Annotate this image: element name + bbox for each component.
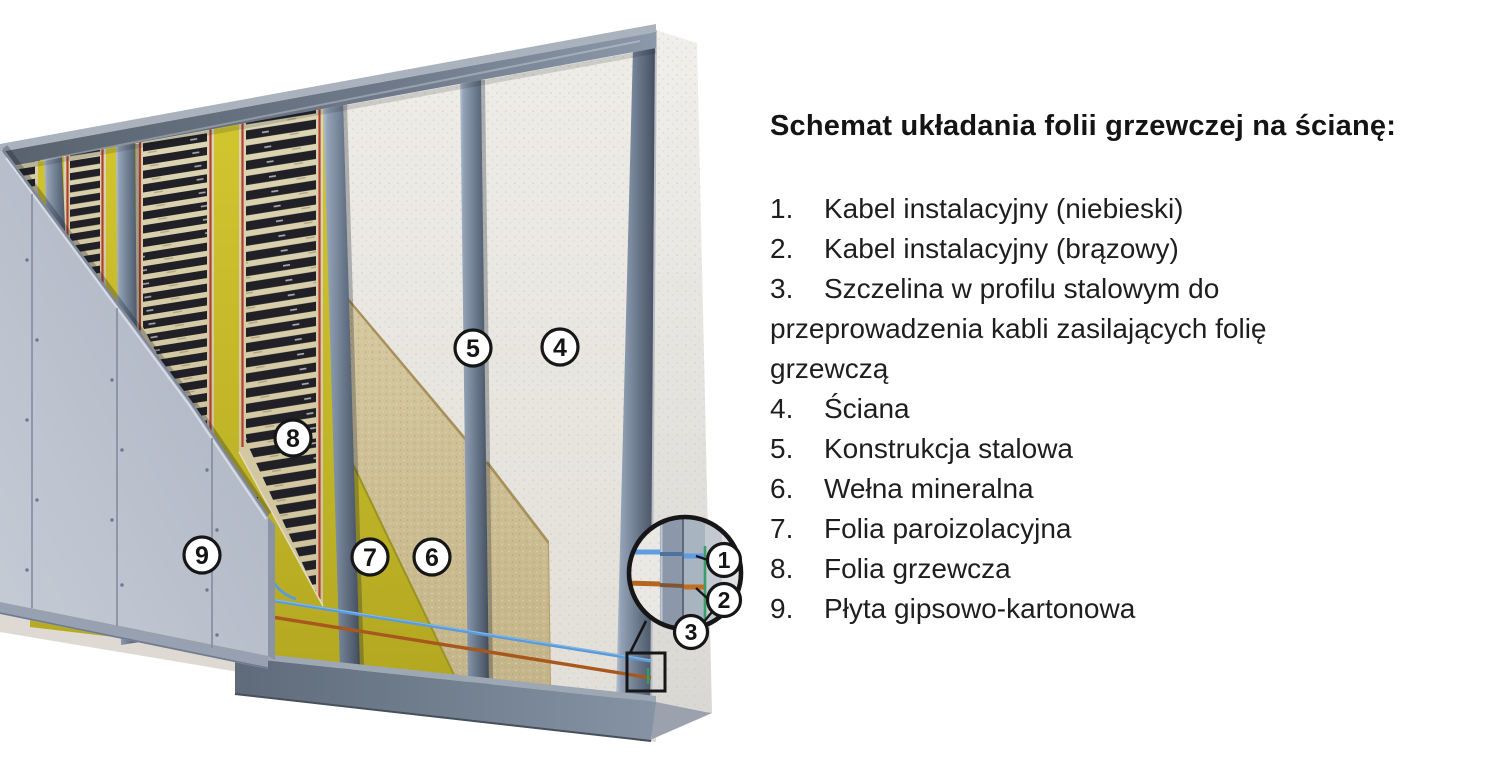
legend-item-label: Kabel instalacyjny (brązowy)	[824, 233, 1179, 264]
legend-item-number: 3.	[770, 273, 794, 304]
screw-dot	[25, 258, 28, 261]
legend-item-number: 5.	[770, 433, 794, 464]
legend-item-2	[770, 229, 1370, 269]
screw-dot	[35, 498, 38, 501]
screw-dot	[25, 418, 28, 421]
legend-item-4	[770, 389, 1370, 429]
callout-1-number: 1	[717, 547, 731, 573]
legend-item-1	[770, 189, 1370, 229]
screw-dot	[215, 633, 218, 636]
legend-item-3	[770, 269, 1370, 389]
callout-5-number: 5	[466, 335, 480, 363]
screw-dot	[215, 528, 218, 531]
legend-item-label: Płyta gipsowo-kartonowa	[824, 593, 1136, 624]
legend-item-5	[770, 429, 1370, 469]
legend-item-label: Wełna mineralna	[824, 473, 1034, 504]
drywall-right-edge	[268, 517, 275, 660]
screw-dot	[120, 448, 123, 451]
legend-item-number: 1.	[770, 193, 794, 224]
legend-item-label: Kabel instalacyjny (niebieski)	[824, 193, 1184, 224]
diagram-title: Schemat układania folii grzewczej na ścianę:	[770, 110, 1397, 142]
legend-item-7	[770, 509, 1370, 549]
callout-3-number: 3	[684, 619, 698, 645]
legend-item-label: Konstrukcja stalowa	[824, 433, 1074, 464]
legend-item-9	[770, 589, 1370, 629]
callout-4-number: 4	[553, 334, 567, 362]
screw-dot	[110, 378, 113, 381]
callout-7-number: 7	[363, 544, 377, 572]
screw-dot	[110, 518, 113, 521]
screw-dot	[205, 588, 208, 591]
legend-item-number: 9.	[770, 593, 794, 624]
legend-item-label: Szczelina w profilu stalowym do przeprowadzenia kabli zasilających folię grzewczą	[770, 273, 1267, 384]
legend-item-label: Ściana	[824, 393, 910, 424]
legend-item-number: 8.	[770, 553, 794, 584]
screw-dot	[35, 338, 38, 341]
callout-6-number: 6	[425, 544, 439, 572]
callout-9-number: 9	[195, 542, 209, 570]
legend-item-number: 2.	[770, 233, 794, 264]
legend-list	[770, 189, 1370, 629]
screw-dot	[205, 468, 208, 471]
legend-item-6	[770, 469, 1370, 509]
legend-item-number: 4.	[770, 393, 794, 424]
screw-dot	[25, 568, 28, 571]
legend-item-number: 7.	[770, 513, 794, 544]
legend-item-label: Folia paroizolacyjna	[824, 513, 1072, 544]
legend-item-number: 6.	[770, 473, 794, 504]
callout-2-number: 2	[717, 587, 731, 613]
lens-cable-brown-hidden	[660, 585, 684, 586]
legend-item-8	[770, 549, 1370, 589]
legend-item-label: Folia grzewcza	[824, 553, 1011, 584]
legend-panel	[770, 108, 1470, 629]
screw-dot	[120, 583, 123, 586]
callout-8-number: 8	[286, 425, 300, 453]
